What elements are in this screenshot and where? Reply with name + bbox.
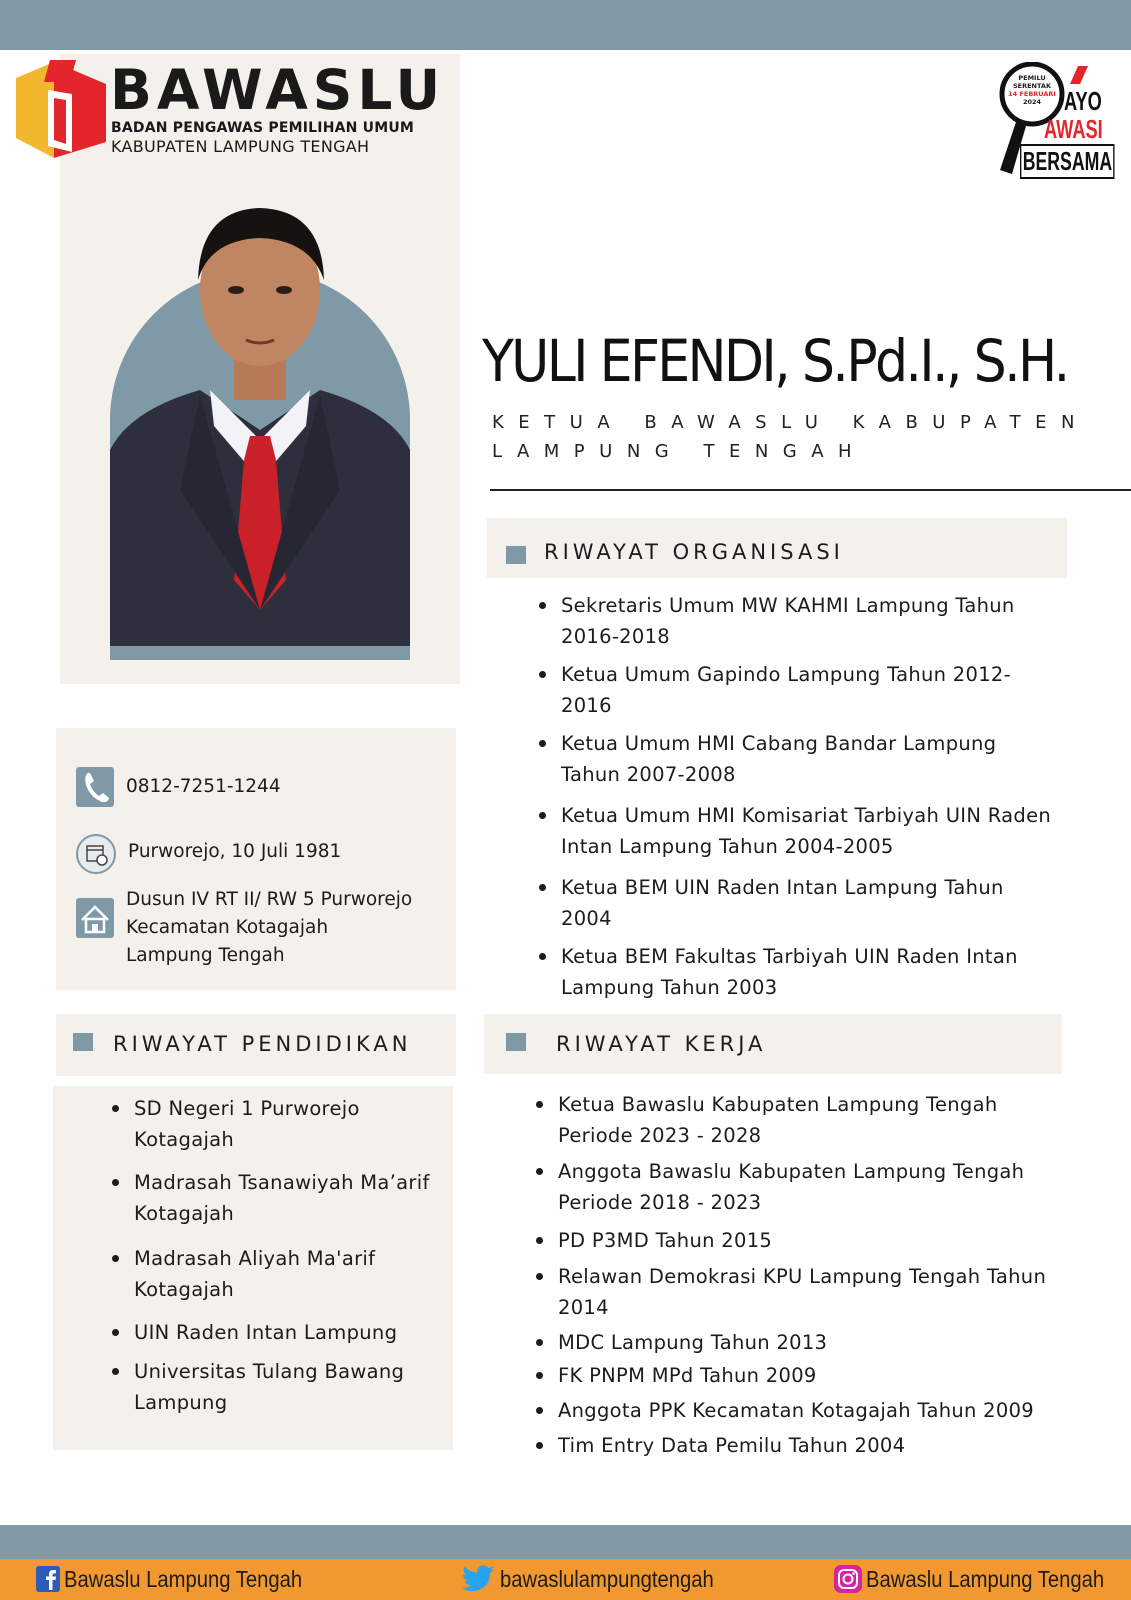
contact-phone-row (76, 767, 281, 807)
contact-address (126, 886, 412, 970)
list-item: FK PNPM MPd Tahun 2009 (534, 1360, 1074, 1391)
address-line-2: Kecamatan Kotagajah (126, 917, 329, 938)
bawaslu-logo (14, 58, 446, 170)
list-item: Ketua Umum HMI Cabang Bandar Lampung Tahun 2007-2008 (537, 728, 1057, 790)
organization-section-marker (506, 546, 526, 564)
organization-heading: RIWAYAT ORGANISASI (544, 540, 844, 564)
campaign-year: 2024 (1022, 98, 1042, 106)
education-heading: RIWAYAT PENDIDIKAN (113, 1032, 412, 1056)
list-item: UIN Raden Intan Lampung (110, 1317, 430, 1348)
phone-icon (76, 767, 114, 807)
title-divider (490, 489, 1131, 491)
list-item: Relawan Demokrasi KPU Lampung Tengah Tahun 2014 (534, 1261, 1074, 1323)
list-item: Ketua BEM Fakultas Tarbiyah UIN Raden Intan Lampung Tahun 2003 (537, 941, 1057, 1003)
list-item: Madrasah Aliyah Ma'arif Kotagajah (110, 1243, 430, 1305)
list-item: Tim Entry Data Pemilu Tahun 2004 (534, 1430, 1074, 1461)
twitter-handle: bawaslulampungtengah (500, 1565, 714, 1592)
campaign-date: 14 FEBRUARI (1008, 90, 1056, 98)
footer-instagram[interactable] (834, 1562, 1131, 1596)
list-item: Madrasah Tsanawiyah Ma’arif Kotagajah (110, 1167, 430, 1229)
address-line-3: Lampung Tengah (126, 945, 285, 966)
list-item: SD Negeri 1 Purworejo Kotagajah (110, 1093, 430, 1155)
list-item: Ketua Umum HMI Komisariat Tarbiyah UIN Raden Intan Lampung Tahun 2004-2005 (537, 800, 1057, 862)
footer-twitter[interactable] (462, 1562, 743, 1596)
footer-bar (0, 1525, 1131, 1559)
profile-title: KETUA BAWASLU KABUPATEN LAMPUNG TENGAH (492, 412, 1089, 462)
instagram-icon (834, 1565, 862, 1593)
profile-photo (110, 190, 410, 660)
facebook-handle: Bawaslu Lampung Tengah (64, 1565, 303, 1592)
address-line-1: Dusun IV RT II/ RW 5 Purworejo (126, 889, 413, 910)
work-section-marker (506, 1033, 526, 1051)
campaign-awasi: AWASI (1044, 114, 1103, 144)
logo-title: BAWASLU (110, 58, 446, 122)
work-heading: RIWAYAT KERJA (556, 1032, 767, 1056)
top-bar (0, 0, 1131, 50)
campaign-logo (998, 62, 1116, 182)
campaign-pemilu: PEMILU (1018, 74, 1046, 82)
logo-region: KABUPATEN LAMPUNG TENGAH (111, 137, 370, 156)
bawaslu-emblem-icon (14, 60, 110, 160)
list-item: Ketua Bawaslu Kabupaten Lampung Tengah Periode 2023 - 2028 (534, 1089, 1074, 1151)
work-list (534, 1089, 1074, 1461)
contact-phone: 0812-7251-1244 (126, 776, 281, 797)
logo-subtitle: BADAN PENGAWAS PEMILIHAN UMUM (111, 120, 415, 136)
list-item: MDC Lampung Tahun 2013 (534, 1327, 1074, 1358)
list-item: Anggota Bawaslu Kabupaten Lampung Tengah Periode 2018 - 2023 (534, 1156, 1074, 1218)
instagram-handle: Bawaslu Lampung Tengah (866, 1565, 1105, 1592)
campaign-bersama: BERSAMA (1020, 144, 1115, 179)
campaign-serentak: SERENTAK (1012, 82, 1051, 90)
list-item: Sekretaris Umum MW KAHMI Lampung Tahun 2016-2018 (537, 590, 1057, 652)
list-item: PD P3MD Tahun 2015 (534, 1225, 1074, 1256)
list-item: Anggota PPK Kecamatan Kotagajah Tahun 2009 (534, 1395, 1074, 1426)
profile-name: YULI EFENDI, S.Pd.I., S.H. (482, 327, 1068, 395)
list-item: Universitas Tulang Bawang Lampung (110, 1356, 430, 1418)
twitter-icon (462, 1565, 496, 1593)
list-item: Ketua Umum Gapindo Lampung Tahun 2012-2016 (537, 659, 1057, 721)
home-icon (76, 898, 114, 938)
list-item: Ketua BEM UIN Raden Intan Lampung Tahun 2004 (537, 872, 1057, 934)
footer-facebook[interactable] (36, 1562, 335, 1596)
calendar-icon (76, 834, 116, 874)
contact-address-row (76, 886, 412, 970)
organization-list (537, 590, 1057, 1003)
contact-birth-row (76, 834, 341, 874)
campaign-ayo: AYO (1064, 86, 1102, 116)
education-list (110, 1093, 430, 1418)
contact-birth: Purworejo, 10 Juli 1981 (128, 841, 342, 862)
facebook-icon (36, 1566, 60, 1592)
education-section-marker (73, 1033, 93, 1051)
